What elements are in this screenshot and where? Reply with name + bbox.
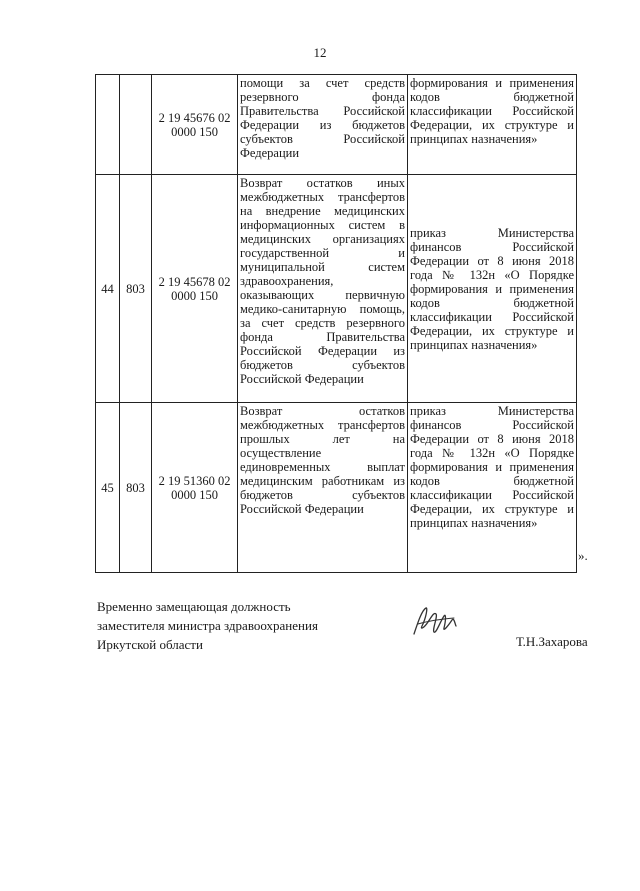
row-number-cell [96,75,120,175]
revenue-name-cell: Возврат остатков иных межбюджетных трансфертов на внедрение медицинских информационных систем в медицинских организациях государственной и муниципальной систем здравоохранения, оказывающих первичную медико-санитарную помощь, за счет средств резервного фонда Правительства Российской Федерации из бюджетов субъектов Российской Федерации [238,175,408,403]
signature-block [97,597,318,654]
admin-code-cell: 803 [120,403,152,573]
budget-codes-table [95,74,577,573]
table-row [96,403,577,573]
signer-position-line: заместителя министра здравоохранения [97,618,318,633]
legal-basis-cell: формирования и применения кодов бюджетной классификации Российской Федерации, их структуре и принципах назначения» [408,75,577,175]
admin-code-cell: 803 [120,175,152,403]
table-row [96,175,577,403]
table-row [96,75,577,175]
signer-position-line: Временно замещающая должность [97,599,291,614]
closing-quote-mark: ». [578,548,588,563]
handwritten-signature [408,604,460,640]
admin-code-cell [120,75,152,175]
budget-code-cell: 2 19 51360 02 0000 150 [152,403,238,573]
page-number: 12 [313,45,327,60]
signer-name: Т.Н.Захарова [516,634,588,649]
revenue-name-cell: Возврат остатков межбюджетных трансфертов прошлых лет на осуществление единовременных выплат медицинским работникам из бюджетов субъектов Российской Федерации [238,403,408,573]
signer-position-line: Иркутской области [97,637,203,652]
budget-code-cell: 2 19 45678 02 0000 150 [152,175,238,403]
row-number-cell: 44 [96,175,120,403]
row-number-cell: 45 [96,403,120,573]
legal-basis-cell: приказ Министерства финансов Российской Федерации от 8 июня 2018 года № 132н «О Порядке формирования и применения кодов бюджетной классификации Российской Федерации, их структуре и принципах назначения» [408,403,577,573]
revenue-name-cell: помощи за счет средств резервного фонда Правительства Российской Федерации из бюджетов субъектов Российской Федерации [238,75,408,175]
legal-basis-cell: приказ Министерства финансов Российской Федерации от 8 июня 2018 года № 132н «О Порядке формирования и применения кодов бюджетной классификации Российской Федерации, их структуре и принципах назначения» [408,175,577,403]
budget-code-cell: 2 19 45676 02 0000 150 [152,75,238,175]
